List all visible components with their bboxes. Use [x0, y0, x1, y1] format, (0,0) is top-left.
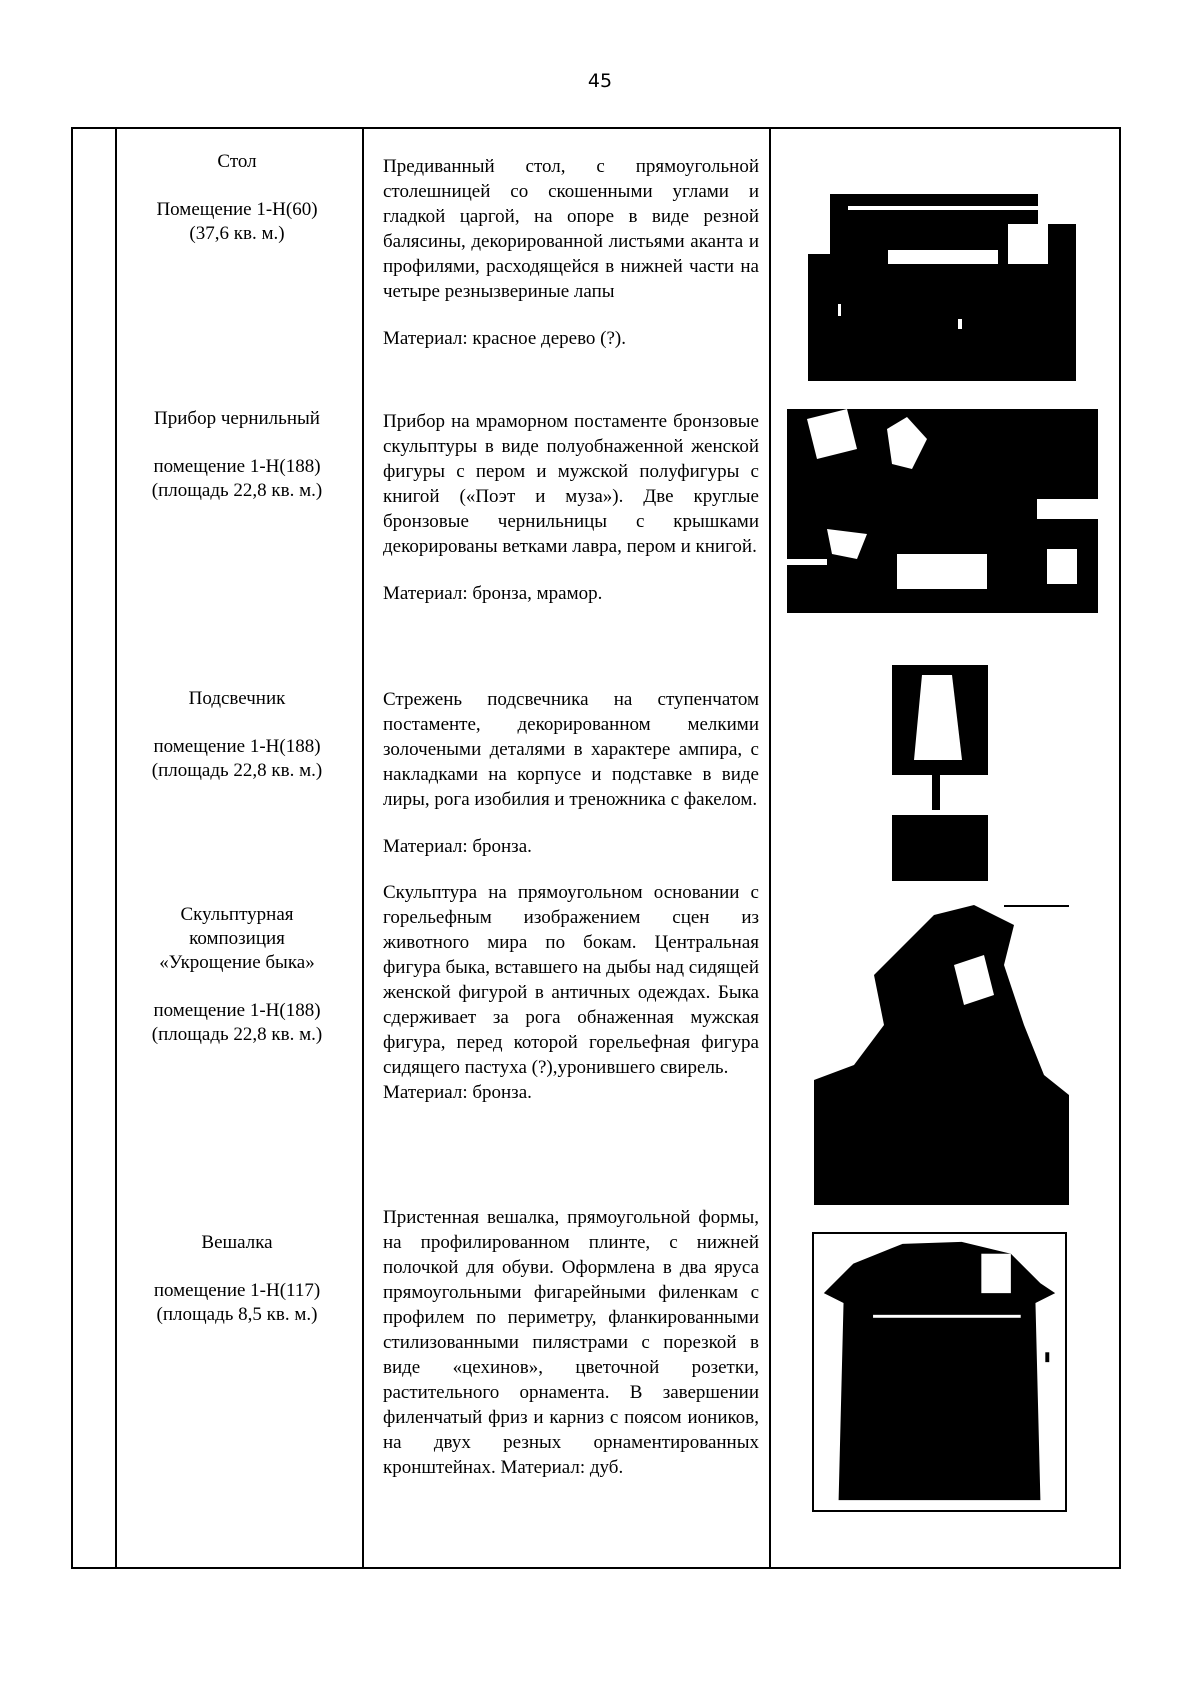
entry-title: Вешалка: [201, 1232, 273, 1253]
entry-description-table: [383, 154, 759, 351]
entry-room: Помещение 1-Н(60): [156, 199, 318, 220]
entry-name-table: [117, 150, 357, 246]
entry-description-inkstand: [383, 409, 759, 606]
entry-room: помещение 1-Н(188): [153, 736, 321, 757]
description-text: Прибор на мраморном постаменте бронзовые скульптуры в виде полуобнаженной женской фигуры с пером и мужской полуфигуры с книгой («Поэт и муза»). Две круглые бронзовые чернильницы с крышками декорированы ветками лавра, пером и книгой.: [383, 411, 759, 557]
entry-area: (площадь 22,8 кв. м.): [151, 760, 323, 781]
hanger-photo: [812, 1232, 1067, 1512]
entry-area: (37,6 кв. м.): [189, 223, 285, 244]
entry-name-inkstand: [117, 407, 357, 503]
column-divider: [769, 129, 771, 1567]
entry-name-sculpture: [117, 903, 357, 1047]
column-divider: [362, 129, 364, 1567]
entry-area: (площадь 8,5 кв. м.): [156, 1304, 318, 1325]
candlestick-photo: [892, 665, 988, 881]
page-number: 45: [587, 70, 613, 92]
material-text: Материал: бронза.: [383, 836, 532, 857]
description-text: Пристенная вешалка, прямоугольной формы, на профилированном плинте, с нижней полочкой для обуви. Оформлена в два яруса прямоугольными фигарейными филенкам с профилем по периметру, фланкированными стилизованными пилястрами с порезкой в виде «цехинов», цветочной розетки, растительного орнамента. В завершении филенчатый фриз и карниз с поясом иоников, на двух резных орнаментированных кронштейнах. Материал: дуб.: [383, 1207, 759, 1478]
entry-room: помещение 1-Н(117): [153, 1280, 321, 1301]
entry-description-candlestick: [383, 687, 759, 859]
entry-name-candlestick: [117, 687, 357, 783]
inkstand-photo: [787, 409, 1098, 613]
material-text: Материал: бронза, мрамор.: [383, 583, 603, 604]
description-text: Стрежень подсвечника на ступенчатом постаменте, декорированном мелкими золочеными деталями в характере ампира, с накладками на корпусе и подставке в виде лиры, рога изобилия и треножника с факелом.: [383, 689, 759, 810]
entry-description-hanger: [383, 1205, 759, 1480]
entry-title: Стол: [217, 151, 257, 172]
entry-description-sculpture: [383, 880, 759, 1105]
sculpture-photo: [814, 905, 1069, 1205]
entry-room: помещение 1-Н(188): [153, 456, 321, 477]
entry-name-hanger: [117, 1231, 357, 1327]
material-text: Материал: бронза.: [383, 1082, 532, 1103]
description-text: Скульптура на прямоугольном основании с горельефным изображением сцен из животного мира по бокам. Центральная фигура быка, вставшего на дыбы над сидящей женской фигурой в античных одеждах. Быка сдерживает за рога обнаженная мужская фигура, перед которой горельефная фигура сидящего пастуха (?),уронившего свирель.: [383, 882, 759, 1078]
entry-title-line: композиция: [189, 928, 285, 949]
table-photo: [808, 154, 1076, 381]
entry-area: (площадь 22,8 кв. м.): [151, 1024, 323, 1045]
entry-title: Подсвечник: [188, 688, 286, 709]
column-divider: [115, 129, 117, 1567]
description-text: Предиванный стол, с прямоугольной столешницей со скошенными углами и гладкой царгой, на опоре в виде резной балясины, декорированной листьями аканта и профилями, расходящейся в нижней части на четыре резнызвериные лапы: [383, 156, 759, 302]
material-text: Материал: красное дерево (?).: [383, 328, 626, 349]
entry-area: (площадь 22,8 кв. м.): [151, 480, 323, 501]
entry-title-line: Скульптурная: [180, 904, 294, 925]
entry-title: Прибор чернильный: [154, 408, 320, 429]
entry-title-line: «Укрощение быка»: [159, 952, 315, 973]
entry-room: помещение 1-Н(188): [153, 1000, 321, 1021]
